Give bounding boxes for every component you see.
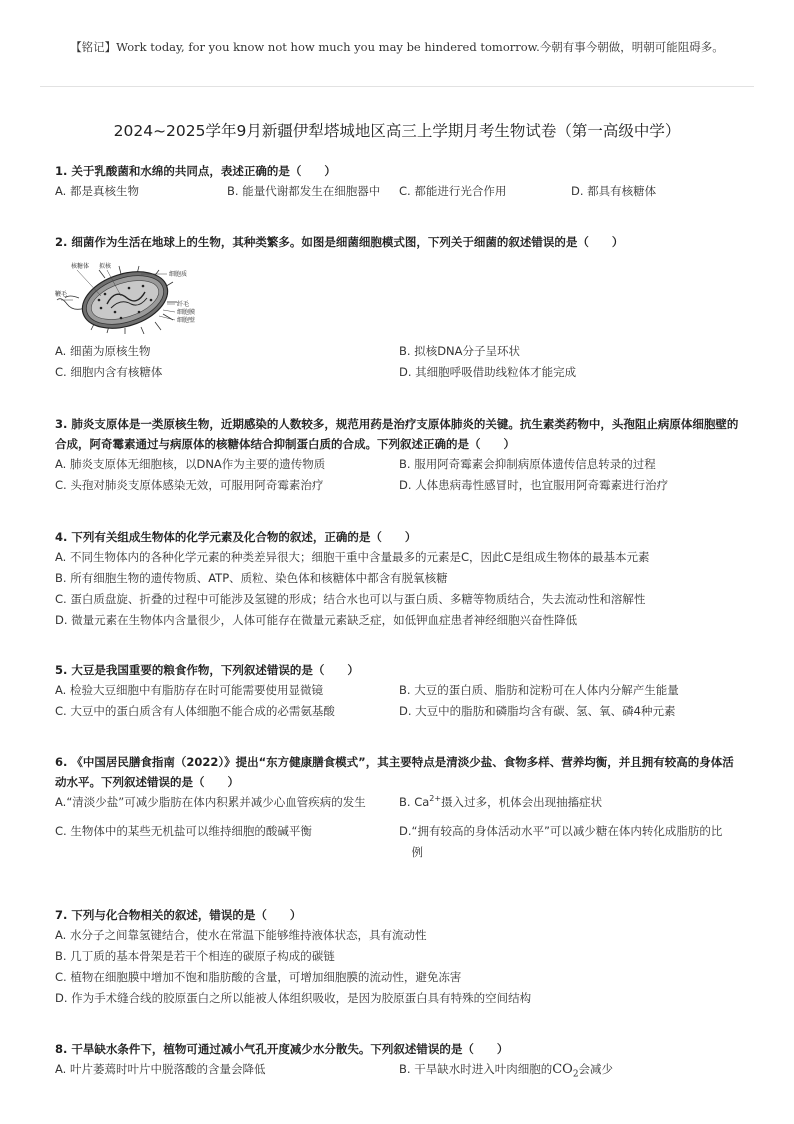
question-1-option-b: B. 能量代谢都发生在细胞器中 (227, 184, 381, 198)
co2-formula-sub: 2 (572, 1069, 579, 1080)
question-3-option-b: B. 服用阿奇霉素会抑制病原体遗传信息转录的过程 (399, 457, 656, 471)
question-6 (55, 752, 745, 863)
question-3-option-a: A. 肺炎支原体无细胞核，以DNA作为主要的遗传物质 (55, 457, 326, 471)
question-4-option-d: D. 微量元素在生物体内含量很少，人体可能存在微量元素缺乏症，如低钾血症患者神经细胞兴奋性降低 (55, 613, 578, 627)
question-7-stem: 7. 下列与化合物相关的叙述，错误的是（ ） (55, 908, 302, 922)
question-7-option-d: D. 作为手术缝合线的胶原蛋白之所以能被人体组织吸收，是因为胶原蛋白具有特殊的空间结构 (55, 991, 532, 1005)
co2-formula-base: CO (552, 1062, 573, 1077)
header-divider (40, 86, 754, 87)
question-7-option-a: A. 水分子之间靠氢键结合，使水在常温下能够维持液体状态，具有流动性 (55, 928, 427, 942)
label-flagellum: 鞭毛 (55, 291, 68, 298)
question-6-option-b-pre: B. Ca (399, 795, 430, 809)
motto-header: 【铭记】Work today, for you know not how much you may be hindered tomorrow.今朝有事今朝做，明朝可能阻碍多。 (70, 40, 724, 54)
question-4-option-c: C. 蛋白质盘旋、折叠的过程中可能涉及氢键的形成；结合水也可以与蛋白质、多糖等物质结合，失去流动性和溶解性 (55, 592, 646, 606)
label-wall: 细胞壁 (177, 317, 196, 324)
question-1-stem: 1. 关于乳酸菌和水绵的共同点，表述正确的是（ ） (55, 164, 336, 178)
question-3-stem: 3. 肺炎支原体是一类原核生物，近期感染的人数较多，规范用药是治疗支原体肺炎的关键。抗生素类药物中，头孢阻止病原体细胞壁的合成，阿奇霉素通过与病原体的核糖体结合抑制蛋白质的合成。下列叙述正确的是（ ） (55, 417, 739, 451)
question-5-option-c: C. 大豆中的蛋白质含有人体细胞不能合成的必需氨基酸 (55, 704, 335, 718)
question-8-option-b-post: 会减少 (578, 1062, 614, 1076)
question-2-option-c: C. 细胞内含有核糖体 (55, 365, 163, 379)
question-8-stem: 8. 干旱缺水条件下，植物可通过减小气孔开度减少水分散失。下列叙述错误的是（ ） (55, 1042, 509, 1056)
question-2-option-d: D. 其细胞呼吸借助线粒体才能完成 (399, 365, 577, 379)
label-cytoplasm: 细胞质 (169, 271, 188, 278)
question-6-option-b-post: 摄入过多，机体会出现抽搐症状 (441, 795, 603, 809)
question-2-stem: 2. 细菌作为生活在地球上的生物，其种类繁多。如图是细菌细胞模式图，下列关于细菌的叙述错误的是（ ） (55, 235, 624, 249)
question-1-option-c: C. 都能进行光合作用 (399, 184, 507, 198)
question-2-option-b: B. 拟核DNA分子呈环状 (399, 344, 521, 358)
question-6-option-a (55, 792, 399, 813)
question-7 (55, 905, 745, 1009)
question-6-stem: 6. 《中国居民膳食指南（2022）》提出“东方健康膳食模式”，其主要特点是清淡少盐、食物多样、营养均衡，并且拥有较高的身体活动水平。下列叙述错误的是（ ） (55, 755, 734, 789)
question-6-option-b-sup: 2+ (429, 794, 442, 804)
question-8-option-b-pre: B. 干旱缺水时进入叶肉细胞的 (399, 1062, 553, 1076)
question-5-option-b: B. 大豆的蛋白质、脂肪和淀粉可在人体内分解产生能量 (399, 683, 679, 697)
question-1 (55, 161, 745, 202)
question-7-option-b: B. 几丁质的基本骨架是若干个相连的碳原子构成的碳链 (55, 949, 335, 963)
question-7-option-c: C. 植物在细胞膜中增加不饱和脂肪酸的含量，可增加细胞膜的流动性，避免冻害 (55, 970, 462, 984)
question-5-option-a: A. 检验大豆细胞中有脂肪存在时可能需要使用显微镜 (55, 683, 323, 697)
label-membrane: 细胞膜 (177, 309, 196, 316)
question-4-option-b: B. 所有细胞生物的遗传物质、ATP、质粒、染色体和核糖体中都含有脱氧核糖 (55, 571, 448, 585)
question-6-option-d-text: “拥有较高的身体活动水平”可以减少糖在体内转化成脂肪的比例 (411, 824, 723, 859)
question-6-option-d (399, 821, 743, 863)
question-5 (55, 660, 745, 722)
page-title: 2024~2025学年9月新疆伊犁塔城地区高三上学期月考生物试卷（第一高级中学） (113, 122, 681, 140)
bacteria-diagram (55, 258, 745, 337)
question-8 (55, 1039, 745, 1086)
question-8-option-b (399, 1059, 743, 1086)
question-1-option-d: D. 都具有核糖体 (571, 184, 657, 198)
question-4 (55, 527, 745, 631)
bacteria-figure (55, 258, 215, 334)
question-2-option-a: A. 细菌为原核生物 (55, 344, 151, 358)
question-3 (55, 414, 745, 496)
question-8-option-a: A. 叶片萎蔫时叶片中脱落酸的含量会降低 (55, 1062, 266, 1076)
question-6-option-a-label: A. (55, 795, 67, 809)
question-3-option-d: D. 人体患病毒性感冒时，也宜服用阿奇霉素进行治疗 (399, 478, 669, 492)
label-pilus: 纤毛 (177, 301, 190, 308)
question-5-stem: 5. 大豆是我国重要的粮食作物，下列叙述错误的是（ ） (55, 663, 359, 677)
question-3-option-c: C. 头孢对肺炎支原体感染无效，可服用阿奇霉素治疗 (55, 478, 324, 492)
co2-formula (552, 1062, 579, 1080)
question-6-option-d-label: D. (399, 824, 412, 838)
question-2 (55, 232, 745, 383)
question-5-option-d: D. 大豆中的脂肪和磷脂均含有碳、氢、氧、磷4种元素 (399, 704, 676, 718)
label-ribosome: 核糖体 (71, 263, 90, 270)
question-6-option-c: C. 生物体中的某些无机盐可以维持细胞的酸碱平衡 (55, 824, 312, 838)
question-6-option-b (399, 792, 743, 813)
question-4-stem: 4. 下列有关组成生物体的化学元素及化合物的叙述，正确的是（ ） (55, 530, 417, 544)
label-nucleoid: 拟核 (99, 263, 112, 270)
question-6-option-a-text: “清淡少盐”可减少脂肪在体内积累并减少心血管疾病的发生 (66, 795, 366, 809)
question-1-option-a: A. 都是真核生物 (55, 184, 139, 198)
question-4-option-a: A. 不同生物体内的各种化学元素的种类差异很大；细胞干重中含量最多的元素是C，因此C是组成生物体的最基本元素 (55, 550, 650, 564)
